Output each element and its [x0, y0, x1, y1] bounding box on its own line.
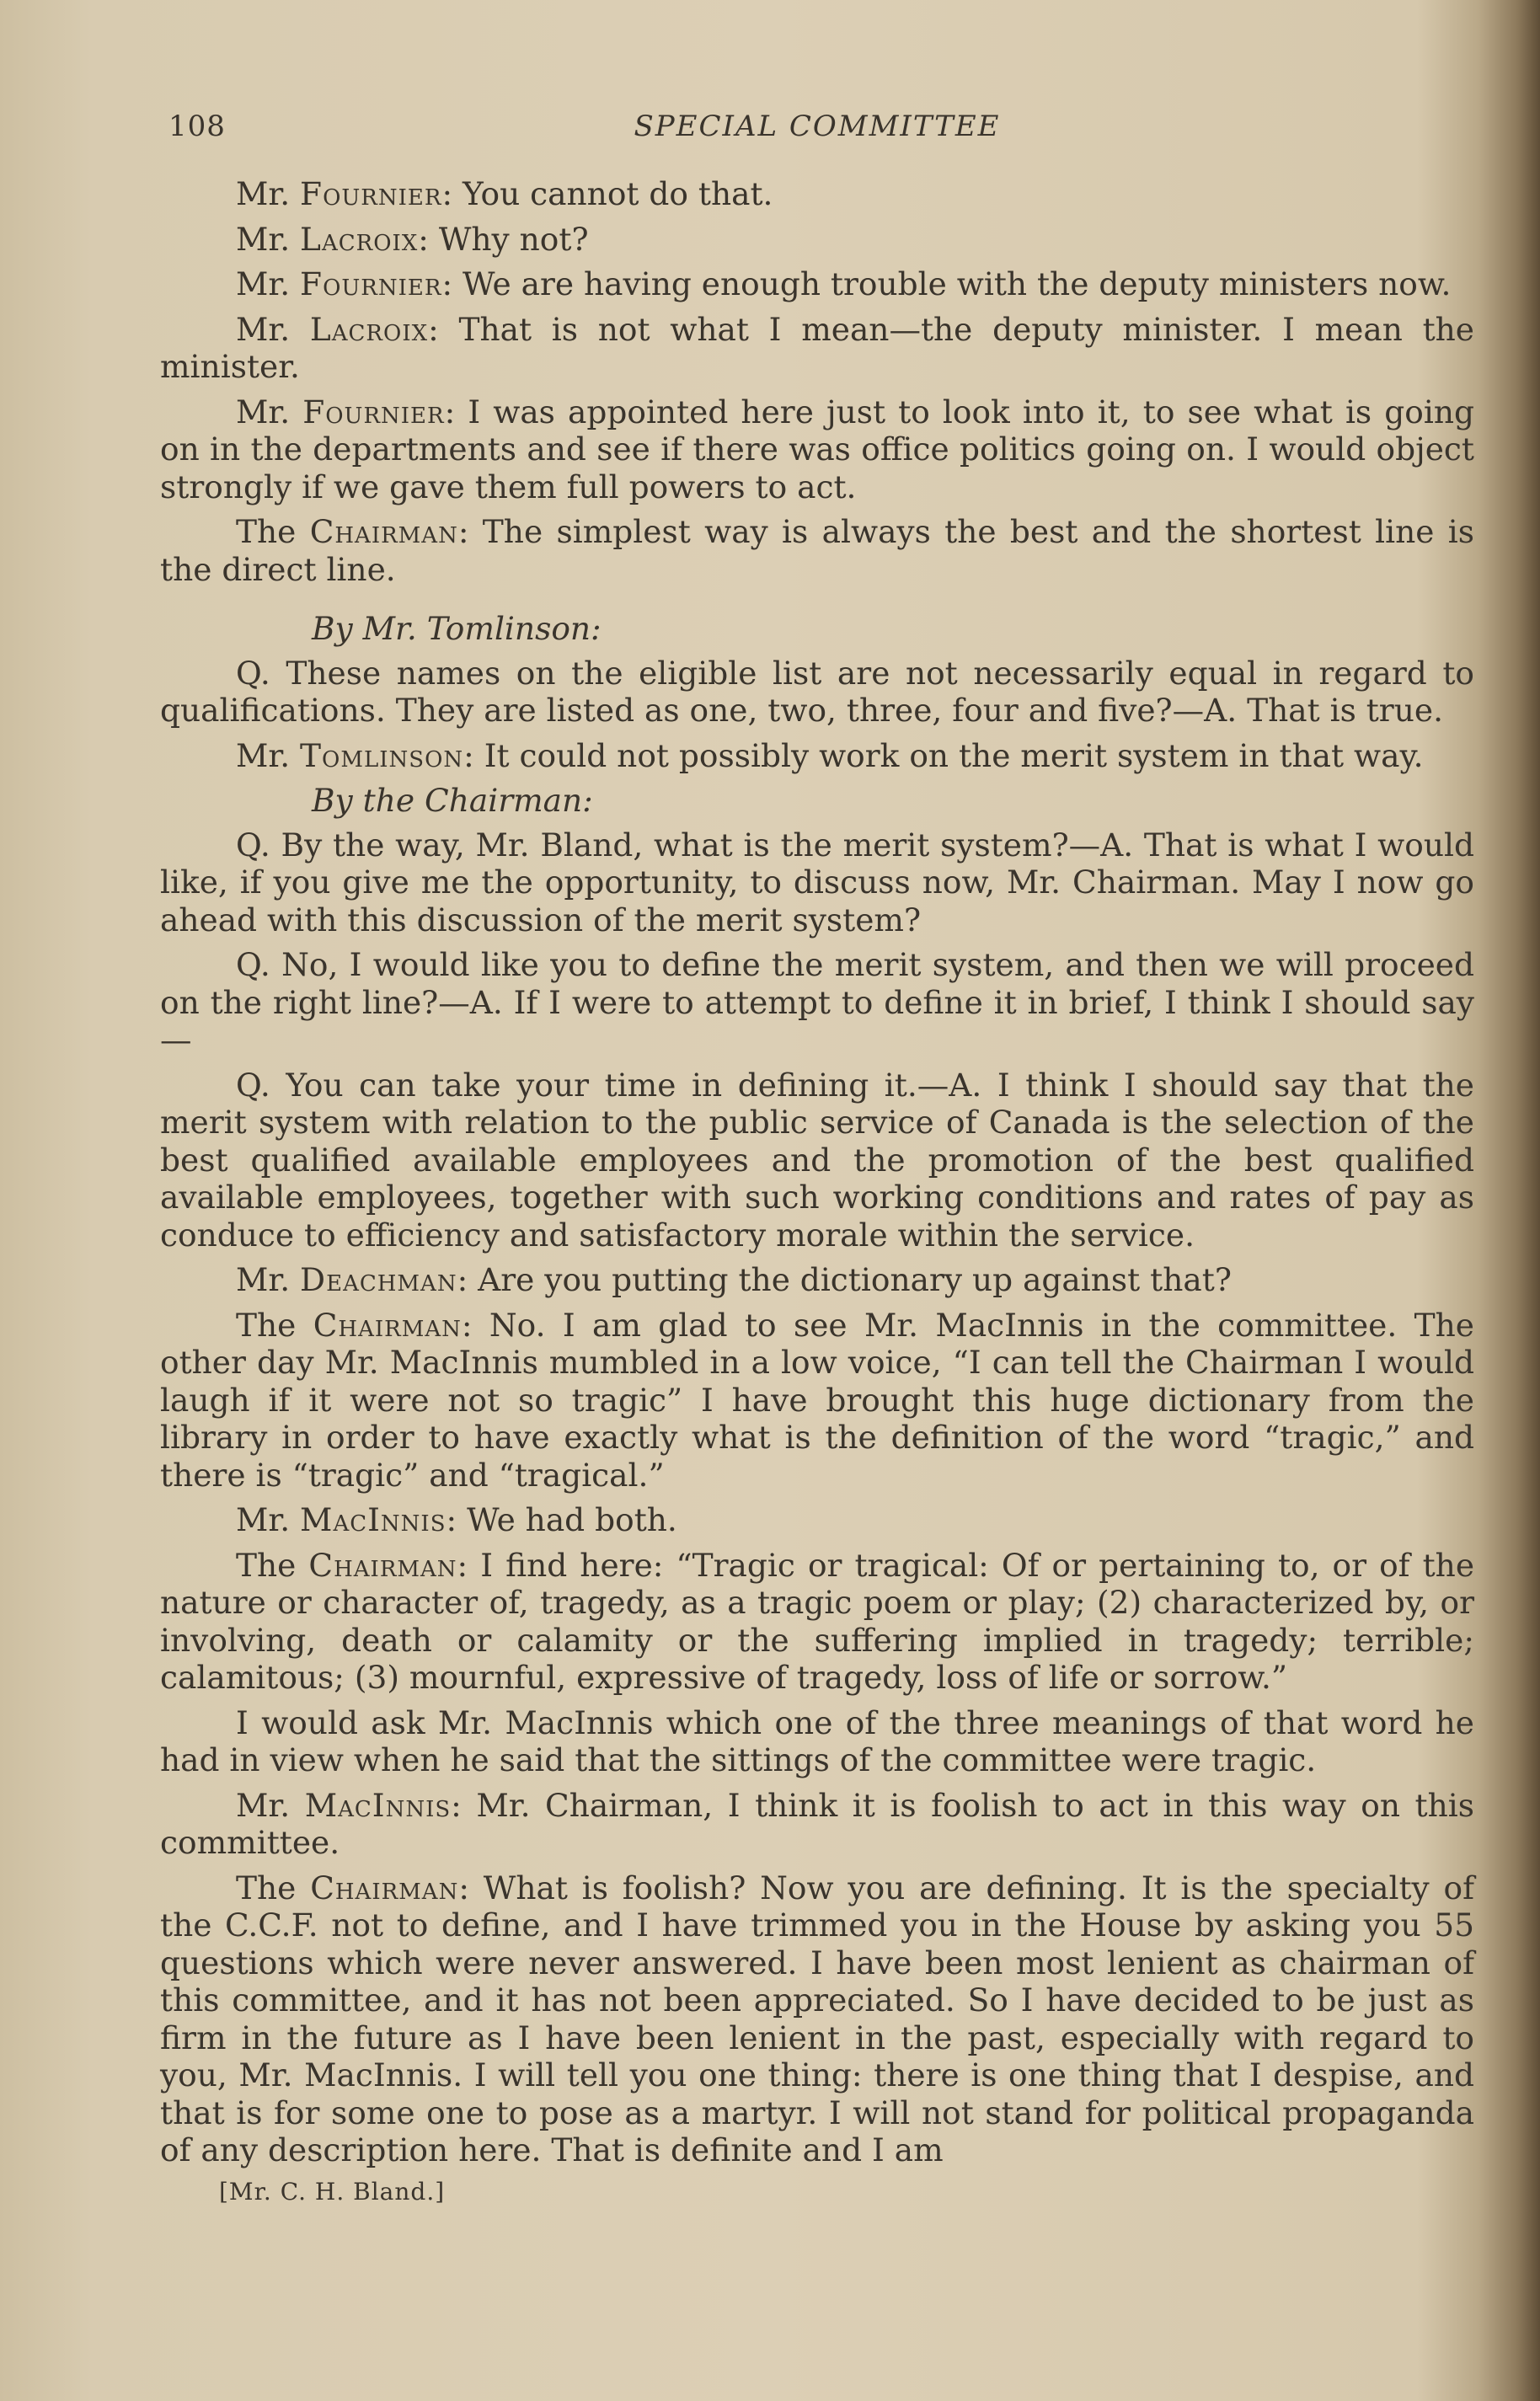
page-header: [160, 110, 1474, 160]
speaker-name: Fournier: [302, 393, 445, 430]
document-page: [160, 110, 1474, 2206]
speaker-prefix: Mr.: [236, 220, 301, 258]
speaker-prefix: Mr.: [236, 736, 301, 774]
paragraph: Mr. Fournier: We are having enough trouble with the deputy ministers now.: [236, 265, 1452, 302]
paragraph: Mr. Deachman: Are you putting the dictionary up against that?: [236, 1261, 1232, 1298]
speaker-prefix: Mr.: [236, 310, 310, 348]
paragraph: Mr. MacInnis: We had both.: [236, 1501, 677, 1538]
paragraph: Mr. Lacroix: That is not what I mean—the deputy minister. I mean the minister.: [160, 310, 1474, 385]
speaker-name: Chairman: [309, 513, 458, 550]
transcript-body: [160, 175, 1474, 2169]
speaker-prefix: The: [236, 1306, 313, 1344]
speaker-name: Chairman: [310, 1869, 459, 1906]
paragraph: I would ask Mr. MacInnis which one of the three meanings of that word he had in view when he said that the sittings of the committee were tragic.: [160, 1703, 1474, 1778]
speaker-prefix: Mr.: [236, 393, 303, 430]
speaker-prefix: Mr.: [236, 1261, 301, 1298]
speaker-name: Deachman: [300, 1261, 457, 1298]
speaker-name: Chairman: [308, 1546, 457, 1584]
question-answer: Q. By the way, Mr. Bland, what is the merit system?—A. That is what I would like, if you give me the opportunity, to discuss now, Mr. Chairman. May I now go ahead with this discussion of the merit system?: [160, 826, 1474, 938]
paragraph-text: It could not possibly work on the merit system in that way.: [484, 736, 1424, 774]
paragraph: The Chairman: No. I am glad to see Mr. MacInnis in the committee. The other day Mr. MacInnis mumbled in a low voice, “I can tell the Chairman I would laugh if it were not so tragic” I have brought this huge dictionary from the library in order to have exactly what is the definition of the word “tragic,” and there is “tragic” and “tragical.”: [160, 1306, 1474, 1494]
speaker-prefix: The: [236, 1869, 311, 1906]
paragraph: Mr. Fournier: I was appointed here just to look into it, to see what is going on in the departments and see if there was office politics going on. I would object strongly if we gave them full powers to act.: [160, 393, 1474, 505]
speaker-name: Lacroix: [300, 220, 419, 258]
paragraph-text: We had both.: [467, 1501, 677, 1538]
paragraph: Mr. Fournier: You cannot do that.: [236, 175, 773, 212]
paragraph-text: No. I am glad to see Mr. MacInnis in the committee. The other day Mr. MacInnis mumbled in a low voice, “I can tell the Chairman I would laugh if it were not so tragic” I have brought this huge dictionary from the library in order to have exactly what is the definition of the word “tragic,” and there is “tragic” and “tragical.”: [160, 1306, 1474, 1494]
speaker-name: Tomlinson: [300, 736, 464, 774]
paragraph: Mr. Tomlinson: It could not possibly work on the merit system in that way.: [236, 736, 1424, 774]
question-answer: Q. No, I would like you to define the merit system, and then we will proceed on the right line?—A. If I were to attempt to define it in brief, I think I should say—: [160, 946, 1474, 1058]
question-answer: Q. You can take your time in defining it.—A. I think I should say that the merit system with relation to the public service of Canada is the selection of the best qualified available employees and the promotion of the best qualified available employees, together with such working conditions and rates of pay as conduce to efficiency and satisfactory morale within the service.: [160, 1066, 1474, 1254]
running-head: SPECIAL COMMITTEE: [634, 110, 1001, 143]
paragraph-text: The simplest way is always the best and the shortest line is the direct line.: [160, 513, 1475, 588]
speaker-name: Chairman: [313, 1306, 462, 1344]
paragraph-text: We are having enough trouble with the deputy ministers now.: [463, 265, 1452, 302]
examiner-heading: By Mr. Tomlinson:: [312, 610, 602, 647]
witness-footer: [Mr. C. H. Bland.]: [219, 2177, 446, 2206]
speaker-prefix: Mr.: [236, 265, 301, 302]
speaker-prefix: The: [236, 513, 310, 550]
speaker-prefix: Mr.: [236, 1786, 305, 1824]
examiner-heading: By the Chairman:: [312, 782, 593, 819]
paragraph: The Chairman: What is foolish? Now you are defining. It is the specialty of the C.C.F. not to define, and I have trimmed you in the House by asking you 55 questions which were never answered. I have been most lenient as chairman of this committee, and it has not been appreciated. So I have decided to be just as firm in the future as I have been lenient in the past, especially with regard to you, Mr. MacInnis. I will tell you one thing: there is one thing that I despise, and that is for some one to pose as a martyr. I will not stand for political propaganda of any description here. That is definite and I am: [160, 1869, 1474, 2168]
paragraph-text: I was appointed here just to look into it, to see what is going on in the departments and see if there was office politics going on. I would object strongly if we gave them full powers to act.: [160, 393, 1474, 505]
speaker-name: Lacroix: [309, 310, 429, 348]
paragraph-text: What is foolish? Now you are defining. It is the specialty of the C.C.F. not to define, and I have trimmed you in the House by asking you 55 questions which were never answered. I have been most lenient as chairman of this committee, and it has not been appreciated. So I have decided to be just as firm in the future as I have been lenient in the past, especially with regard to you, Mr. MacInnis. I will tell you one thing: there is one thing that I despise, and that is for some one to pose as a martyr. I will not stand for political propaganda of any description here. That is definite and I am: [160, 1869, 1474, 2168]
speaker-prefix: Mr.: [236, 1501, 301, 1538]
speaker-name: Fournier: [300, 265, 442, 302]
paragraph-text: Why not?: [438, 220, 589, 258]
paragraph: The Chairman: I find here: “Tragic or tragical: Of or pertaining to, or of the nature or character of, tragedy, as a tragic poem or play; (2) characterized by, or involving, death or calamity or the suffering implied in tragedy; terrible; calamitous; (3) mournful, expressive of tragedy, loss of life or sorrow.”: [160, 1546, 1475, 1696]
speaker-name: Fournier: [300, 175, 442, 212]
paragraph: Mr. Lacroix: Why not?: [236, 220, 589, 258]
paragraph: Mr. MacInnis: Mr. Chairman, I think it is foolish to act in this way on this committee.: [160, 1786, 1474, 1861]
paragraph-text: Are you putting the dictionary up against that?: [478, 1261, 1232, 1298]
speaker-prefix: Mr.: [236, 175, 301, 212]
paragraph-text: You cannot do that.: [463, 175, 773, 212]
speaker-name: MacInnis: [304, 1786, 452, 1824]
paragraph-text: Mr. Chairman, I think it is foolish to act in this way on this committee.: [160, 1786, 1474, 1861]
paragraph-text: That is not what I mean—the deputy minister. I mean the minister.: [160, 310, 1474, 385]
question-answer: Q. These names on the eligible list are not necessarily equal in regard to qualifications. They are listed as one, two, three, four and five?—A. That is true.: [160, 654, 1474, 729]
page-number: 108: [168, 110, 226, 143]
paragraph: The Chairman: The simplest way is always the best and the shortest line is the direct line.: [160, 513, 1475, 588]
paragraph-text: I find here: “Tragic or tragical: Of or pertaining to, or of the nature or character of, tragedy, as a tragic poem or play; (2) characterized by, or involving, death or calamity or the suffering implied in tragedy; terrible; calamitous; (3) mournful, expressive of tragedy, loss of life or sorrow.”: [160, 1546, 1475, 1696]
speaker-prefix: The: [236, 1546, 309, 1584]
speaker-name: MacInnis: [300, 1501, 446, 1538]
